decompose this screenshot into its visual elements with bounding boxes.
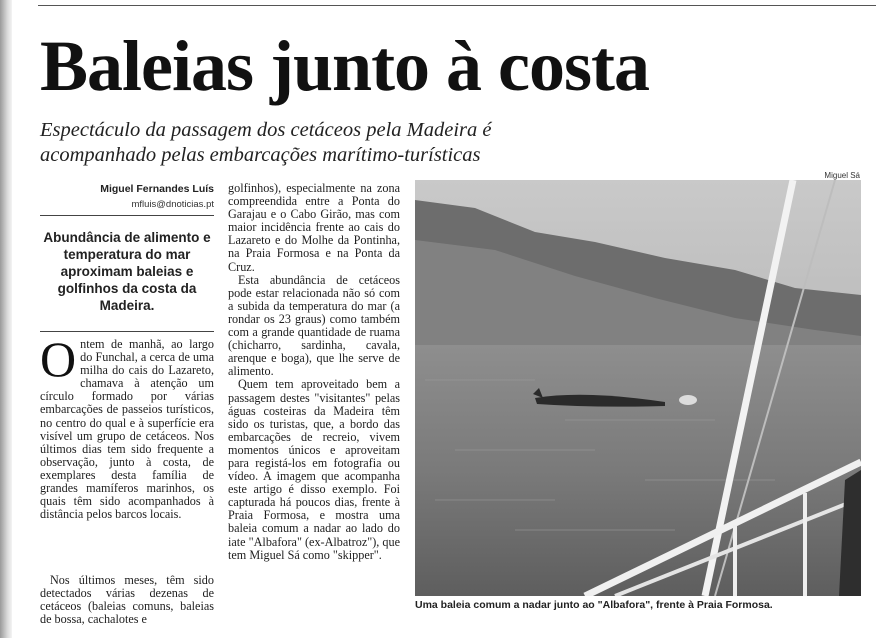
lede-summary: Abundância de alimento e temperatura do mar aproximam baleias e golfinhos da costa da Madeira.	[43, 230, 211, 313]
top-rule	[38, 5, 876, 6]
byline-rule	[40, 215, 214, 216]
column-1	[40, 183, 214, 313]
paragraph-2-start: Nos últimos meses, têm sido detectados várias dezenas de cetáceos (baleias comuns, baleias de bossa, cachalotes e	[40, 573, 214, 627]
whale-photo-illustration	[415, 180, 861, 596]
sea	[415, 345, 861, 596]
byline-email[interactable]: mfluis@dnoticias.pt	[131, 199, 214, 210]
whale-photo	[415, 180, 861, 596]
column-2	[228, 182, 400, 562]
standfirst-line-2: acompanhado pelas embarcações marítimo-turísticas	[40, 144, 481, 166]
standfirst	[40, 118, 860, 168]
paragraph-4: Quem tem aproveitado bem a passagem destes "visitantes" pelas águas costeiras da Madeira têm sido os turistas, que, a bordo das embarcações de recreio, vivem momentos únicos e aproveitam para registá-los em fotografia ou vídeo. A imagem que acompanha este artigo é disso exemplo. Foi capturada há poucos dias, frente à Praia Formosa, e mostra uma baleia comum a nadar ao lado do iate "Albafora" (ex-Albatroz"), que tem Miguel Sá como "skipper".	[228, 377, 400, 562]
whale-splash	[679, 395, 697, 405]
drop-cap: O	[40, 331, 77, 387]
photo-credit: Miguel Sá	[824, 171, 860, 180]
photo-caption: Uma baleia comum a nadar junto ao "Albafora", frente à Praia Formosa.	[415, 599, 773, 611]
headline: Baleias junto à costa	[40, 26, 649, 106]
paragraph-3: Esta abundância de cetáceos pode estar relacionada não só com a subida da temperatura do mar (a rondar os 23 graus) como também com a grande quantidade de ruama (chicharro, sardinha, cavala, arenque e boga), que lhe serve de alimento.	[228, 272, 400, 379]
byline-author: Miguel Fernandes Luís	[100, 183, 214, 195]
paragraph-1	[40, 331, 214, 522]
paragraph-2-continued: golfinhos), especialmente na zona compreendida entre a Ponta do Garajau e o Cabo Girão, mas com maior incidência frente ao cais do Lazareto e do Molhe da Pontinha, na Praia Formosa e na Ponta da Cruz.	[228, 181, 400, 274]
page-edge-shadow	[0, 0, 12, 638]
paragraph-1-text: ntem de manhã, ao largo do Funchal, a cerca de uma milha do cais do Lazareto, chamava à atenção um círculo formado por várias embarcações de passeios turísticos, no centro do qual e à superfície era visível um grupo de cetáceos. Nos últimos dias tem sido frequente a observação, junto à costa, de exemplares desta família de grandes mamíferos marinhos, os quais têm sido acompanhados à distância pelos barcos locais.	[40, 337, 214, 522]
standfirst-line-1: Espectáculo da passagem dos cetáceos pela Madeira é	[40, 119, 492, 141]
